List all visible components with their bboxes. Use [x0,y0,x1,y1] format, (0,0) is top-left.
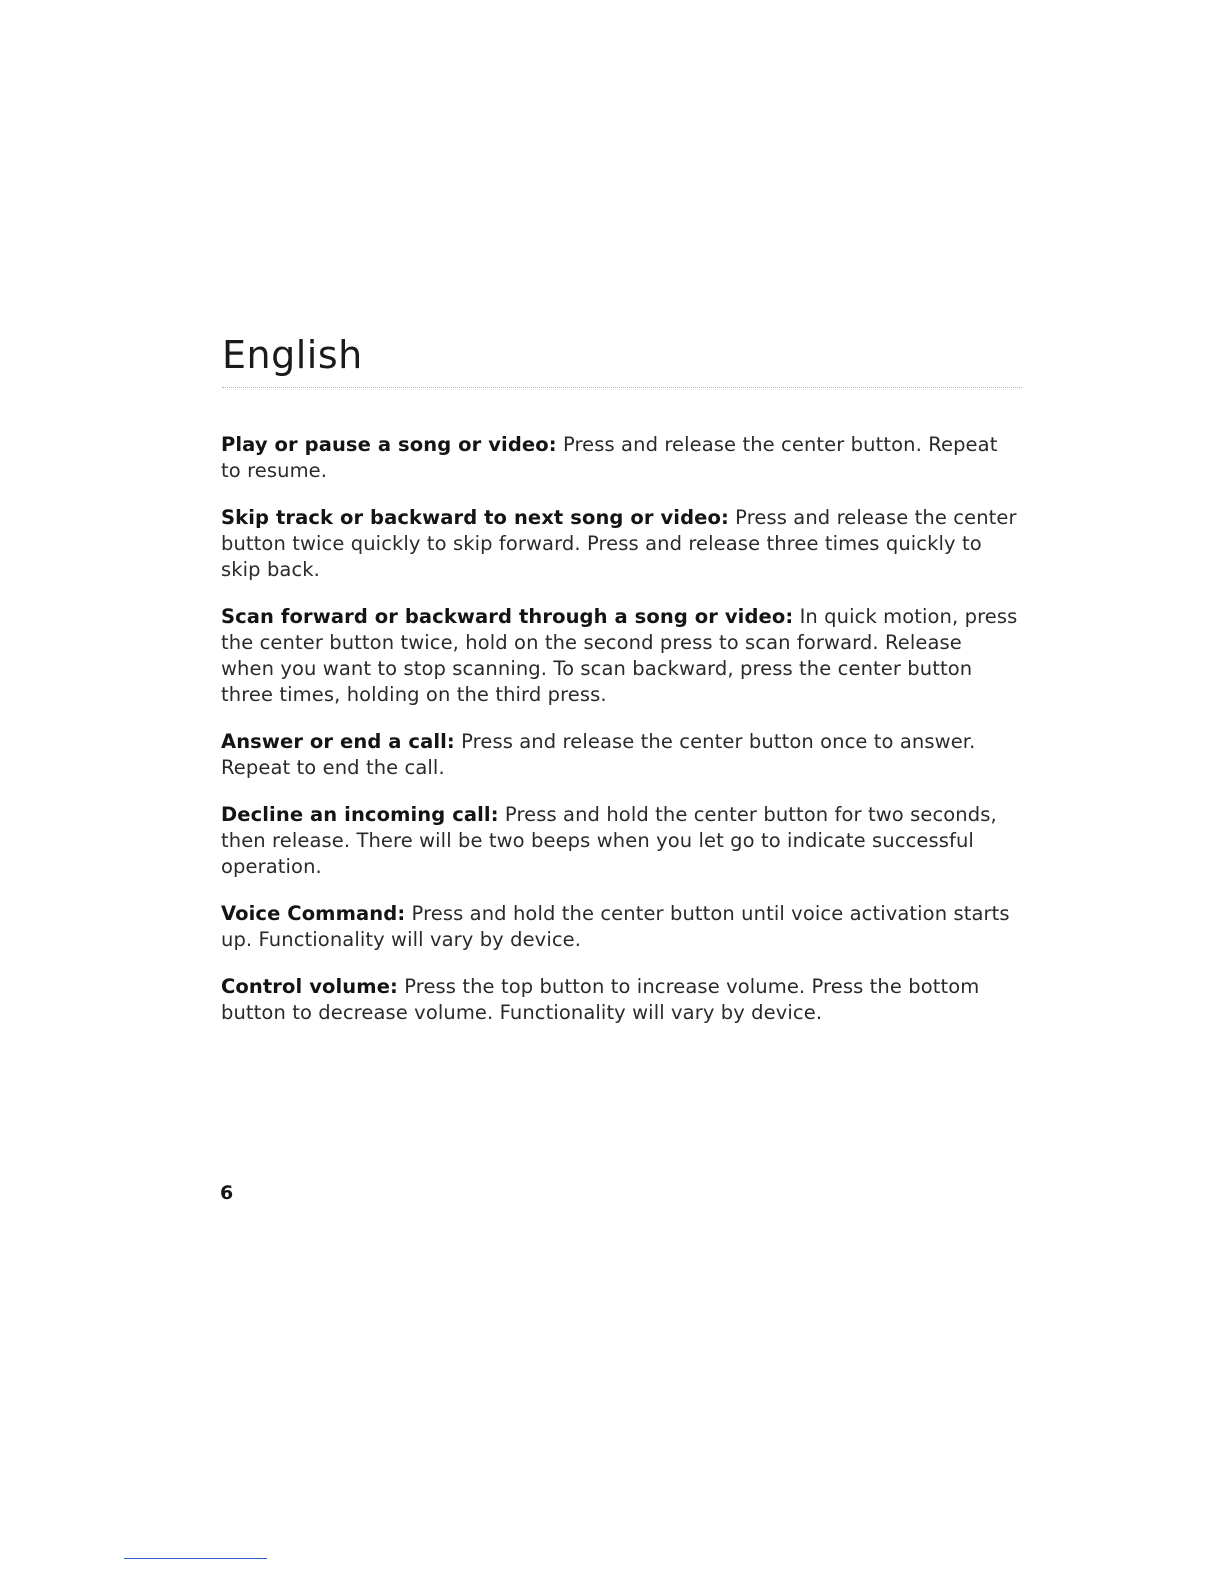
instruction-text: Press and hold the center button for two seconds, then release. There will be two beeps when you let go to indicate successful operation. [221,803,997,878]
instruction-term: Scan forward or backward through a song or video: [221,605,794,628]
instruction-play-pause [221,432,1021,484]
instruction-term: Control volume: [221,975,398,998]
page-number: 6 [220,1182,234,1204]
instruction-term: Answer or end a call: [221,730,455,753]
instruction-text: Press and release the center button twice quickly to skip forward. Press and release three times quickly to skip back. [221,506,1017,581]
instruction-voice-command [221,901,1021,953]
instruction-term: Voice Command: [221,902,406,925]
instruction-text: Press and release the center button. Repeat to resume. [221,433,998,482]
title-divider [222,387,1022,388]
page-title: English [222,333,363,377]
instruction-skip-track [221,505,1021,583]
instruction-term: Decline an incoming call: [221,803,499,826]
instruction-text: In quick motion, press the center button twice, hold on the second press to scan forward. Release when you want to stop scanning. To scan backward, press the center button three times, holding on the third press. [221,605,1018,706]
instruction-text: Press and release the center button once to answer. Repeat to end the call. [221,730,976,779]
footer-divider [124,1558,267,1559]
instruction-text: Press the top button to increase volume. Press the bottom button to decrease volume. Functionality will vary by device. [221,975,980,1024]
instruction-term: Skip track or backward to next song or video: [221,506,729,529]
instruction-text: Press and hold the center button until voice activation starts up. Functionality will vary by device. [221,902,1010,951]
instruction-scan [221,604,1021,708]
instructions-list [221,432,1021,1047]
instruction-decline-call [221,802,1021,880]
instruction-control-volume [221,974,1021,1026]
instruction-term: Play or pause a song or video: [221,433,557,456]
instruction-answer-call [221,729,1021,781]
